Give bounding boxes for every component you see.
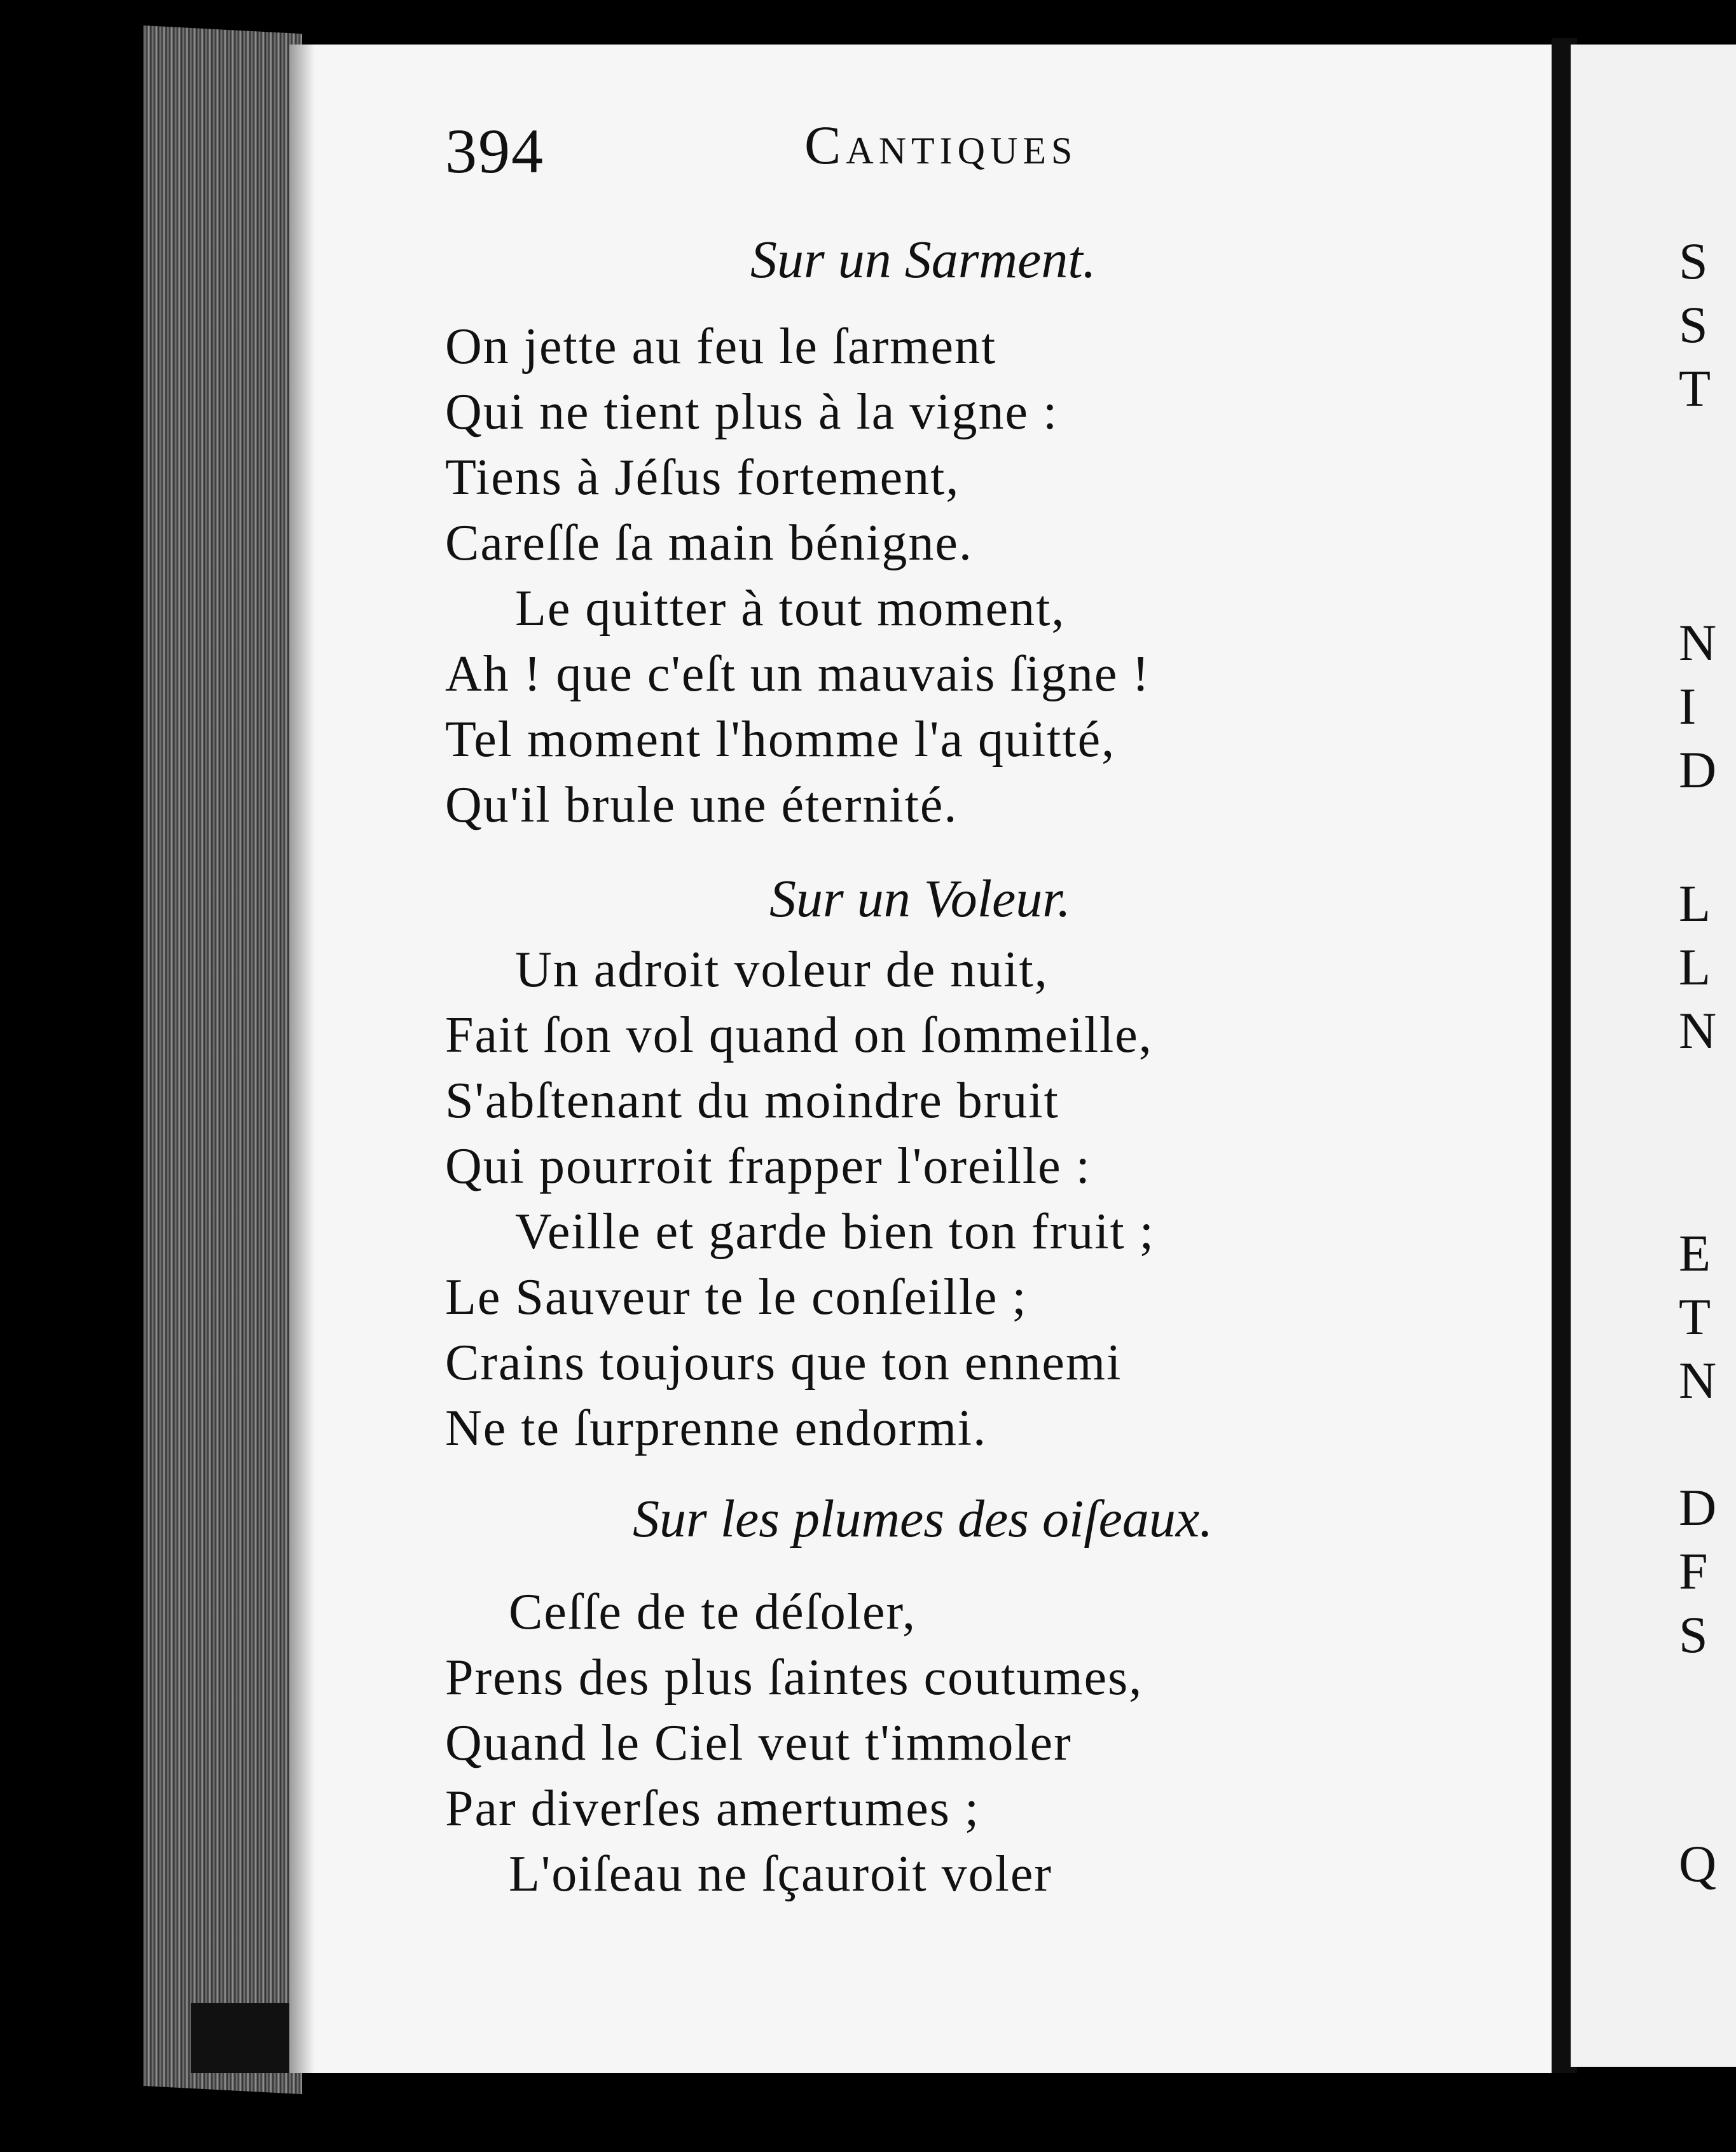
verse-line: Tel moment l'homme l'a quitté, [445,712,1116,768]
verse-line: Ne te ſurprenne endormi. [445,1400,988,1456]
verse-line: Prens des plus ſaintes coutumes, [445,1650,1143,1706]
page-curl-shadow [289,45,315,2073]
section-title: Sur un Sarment. [750,230,1096,289]
verse-line: Fait ſon vol quand on ſommeille, [445,1007,1153,1063]
running-head: Cantiques [804,114,1078,176]
facing-page-letter: D [1679,1479,1717,1536]
facing-page-letter: S [1679,1606,1708,1664]
facing-page-letter: L [1679,938,1711,996]
verse-line: L'oiſeau ne ſçauroit voler [509,1846,1052,1902]
facing-page-letter: Q [1679,1835,1717,1893]
facing-page-letter: N [1679,614,1717,672]
verse-line: Le quitter à tout moment, [515,581,1066,637]
facing-page-letter: F [1679,1542,1708,1600]
verse-line: Par diverſes amertumes ; [445,1781,981,1837]
verse-line: Careſſe ſa main bénigne. [445,515,973,571]
verse-line: Veille et garde bien ton fruit ; [515,1204,1155,1260]
facing-page-letter: N [1679,1002,1717,1059]
verse-line: Quand le Ciel veut t'immoler [445,1715,1072,1771]
verse-line: Ah ! que c'eſt un mauvais ſigne ! [445,646,1151,702]
facing-page-letter: T [1679,1288,1711,1346]
verse-line: S'abſtenant du moindre bruit [445,1073,1059,1129]
verse-line: On jette au feu le ſarment [445,319,997,375]
facing-page-letter: L [1679,874,1711,932]
verse-line: Un adroit voleur de nuit, [515,942,1049,998]
page-number: 394 [445,116,544,186]
facing-page-letter: S [1679,296,1708,354]
facing-page-letter: D [1679,741,1717,799]
page-edges [143,25,302,2094]
verse-line: Le Sauveur te le conſeille ; [445,1269,1028,1325]
facing-page-letter: E [1679,1224,1711,1282]
verse-line: Ceſſe de te déſoler, [509,1584,916,1640]
section-title: Sur les plumes des oiſeaux. [633,1489,1213,1548]
facing-page-letter: I [1679,677,1697,735]
verse-line: Qui ne tient plus à la vigne : [445,384,1059,440]
facing-page-letter: N [1679,1351,1717,1409]
facing-page-letter: T [1679,359,1711,417]
verse-line: Crains toujours que ton ennemi [445,1335,1122,1391]
facing-page-letter: S [1679,232,1708,290]
section-title: Sur un Voleur. [769,869,1071,928]
verse-line: Qui pourroit frapper l'oreille : [445,1138,1091,1194]
verse-line: Qu'il brule une éternité. [445,777,958,833]
verse-line: Tiens à Jéſus fortement, [445,450,960,506]
